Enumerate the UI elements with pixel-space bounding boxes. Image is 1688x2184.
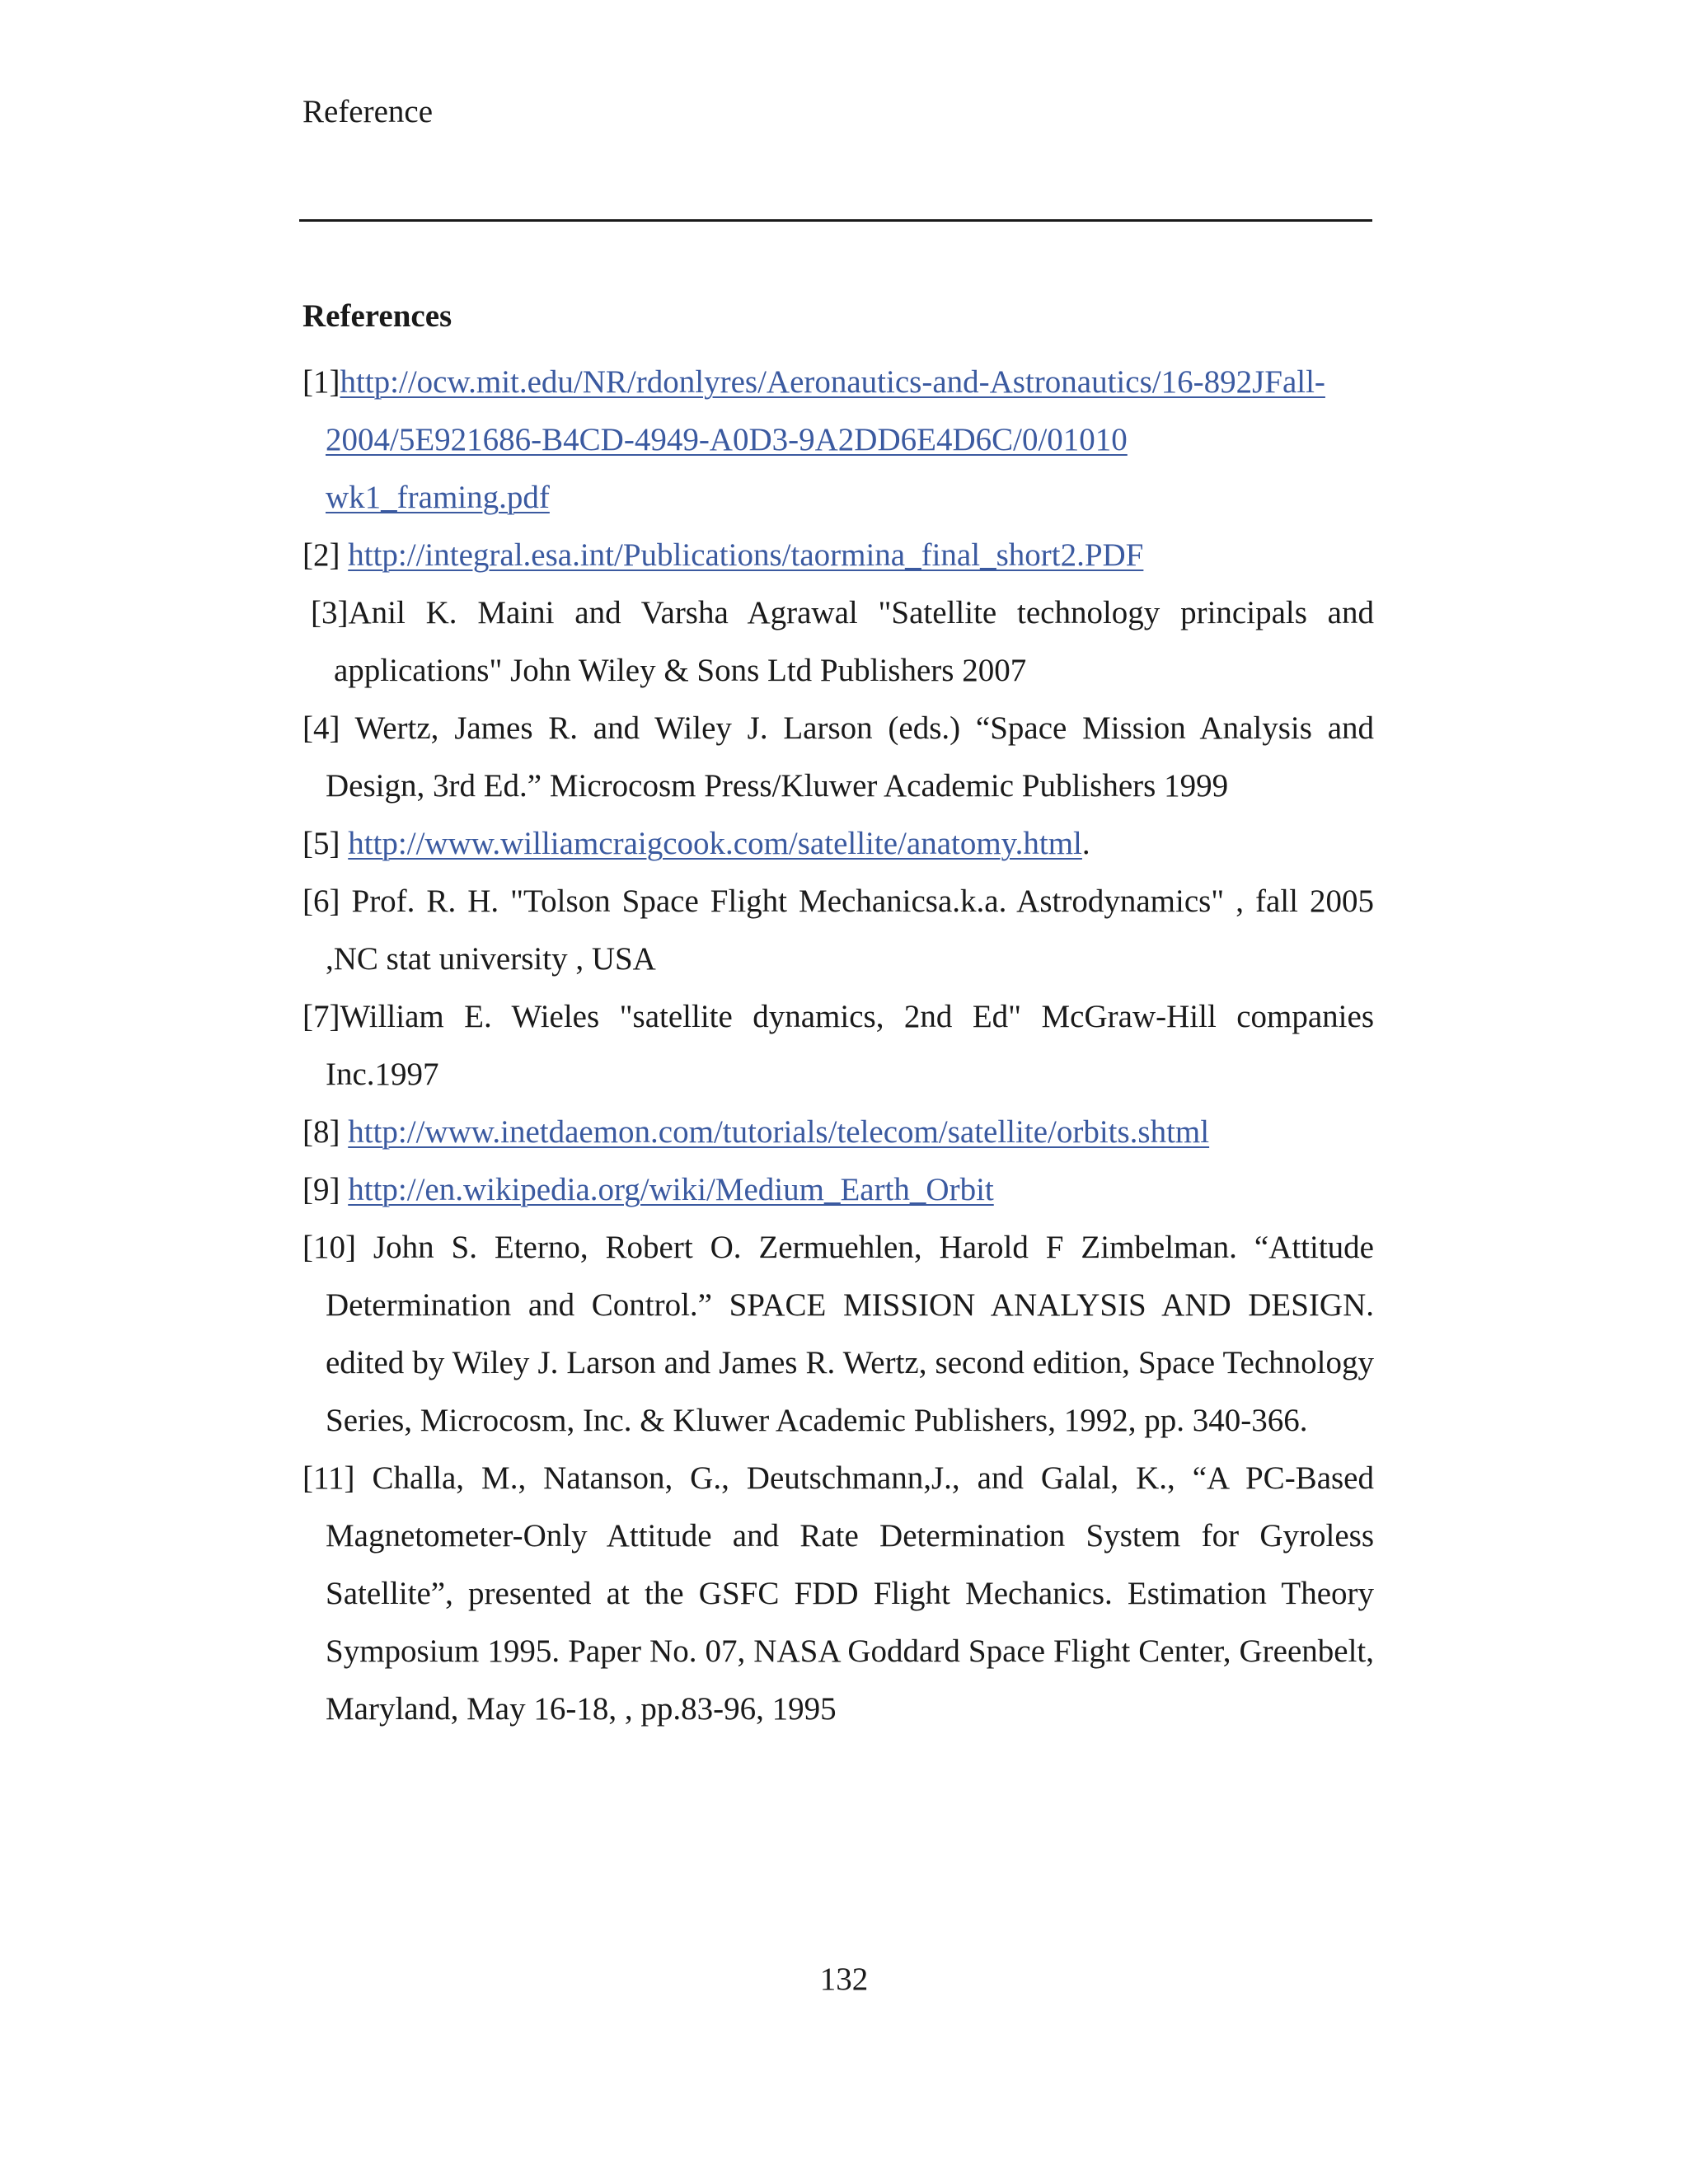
reference-item-1	[302, 354, 1374, 527]
reference-number: [1]	[302, 364, 340, 400]
reference-item-4	[302, 700, 1374, 815]
reference-item-8	[302, 1104, 1374, 1161]
reference-number: [2]	[302, 537, 349, 573]
reference-number: [6]	[302, 883, 352, 919]
reference-item-6	[302, 873, 1374, 988]
reference-item-3	[302, 584, 1374, 700]
reference-text-4: Wertz, James R. and Wiley J. Larson (eds.) “Space Mission Analysis and Design, 3rd Ed.” Microcosm Press/Kluwer Academic Publishers 1999	[326, 710, 1374, 804]
reference-text-3: Anil K. Maini and Varsha Agrawal "Satellite technology principals and applications" John Wiley & Sons Ltd Publishers 2007	[334, 595, 1374, 688]
reference-text-10: John S. Eterno, Robert O. Zermuehlen, Harold F Zimbelman. “Attitude Determination and Control.” SPACE MISSION ANALYSIS AND DESIGN. edited by Wiley J. Larson and James R. Wertz, second edition, Space Technology Series, Microcosm, Inc. & Kluwer Academic Publishers, 1992, pp. 340-366.	[326, 1230, 1374, 1438]
reference-link-5[interactable]: http://www.williamcraigcook.com/satellite/anatomy.html	[348, 826, 1082, 861]
reference-link-1[interactable]	[326, 364, 1325, 515]
section-title: References	[302, 298, 452, 334]
reference-text-11: Challa, M., Natanson, G., Deutschmann,J., and Galal, K., “A PC-Based Magnetometer-Only Attitude and Rate Determination System for Gyroless Satellite”, presented at the GSFC FDD Flight Mechanics. Estimation Theory Symposium 1995. Paper No. 07, NASA Goddard Space Flight Center, Greenbelt, Maryland, May 16-18, , pp.83-96, 1995	[326, 1460, 1374, 1727]
reference-item-10	[302, 1219, 1374, 1450]
reference-link-1-part2: 2004/5E921686-B4CD-4949-A0D3-9A2DD6E4D6C/0/01010	[326, 422, 1128, 457]
reference-text-6: Prof. R. H. "Tolson Space Flight Mechanicsa.k.a. Astrodynamics" , fall 2005 ,NC stat university , USA	[326, 883, 1374, 977]
reference-suffix-5: .	[1081, 826, 1090, 861]
reference-item-5	[302, 815, 1374, 873]
reference-number: [4]	[302, 710, 355, 746]
reference-item-11	[302, 1450, 1374, 1738]
reference-list	[302, 354, 1374, 1738]
reference-number: [7]	[302, 999, 340, 1034]
reference-link-2[interactable]: http://integral.esa.int/Publications/taormina_final_short2.PDF	[348, 537, 1144, 573]
reference-number: [9]	[302, 1172, 349, 1207]
reference-link-8[interactable]: http://www.inetdaemon.com/tutorials/telecom/satellite/orbits.shtml	[348, 1114, 1210, 1150]
reference-number: [3]	[311, 595, 349, 630]
reference-item-9	[302, 1161, 1374, 1219]
reference-link-9[interactable]: http://en.wikipedia.org/wiki/Medium_Earth_Orbit	[348, 1172, 994, 1207]
running-head: Reference	[302, 94, 434, 129]
reference-number: [5]	[302, 826, 349, 861]
reference-item-2	[302, 527, 1374, 584]
header-divider	[299, 219, 1372, 222]
reference-number: [11]	[302, 1460, 373, 1496]
reference-link-1-part3: wk1_framing.pdf	[326, 480, 550, 515]
page-number: 132	[819, 1961, 869, 1997]
reference-number: [8]	[302, 1114, 349, 1150]
reference-number: [10]	[302, 1230, 373, 1265]
reference-text-7: William E. Wieles "satellite dynamics, 2nd Ed" McGraw-Hill companies Inc.1997	[326, 999, 1374, 1092]
reference-item-7	[302, 988, 1374, 1104]
reference-link-1-part1: http://ocw.mit.edu/NR/rdonlyres/Aeronautics-and-Astronautics/16-892JFall-	[340, 364, 1325, 400]
